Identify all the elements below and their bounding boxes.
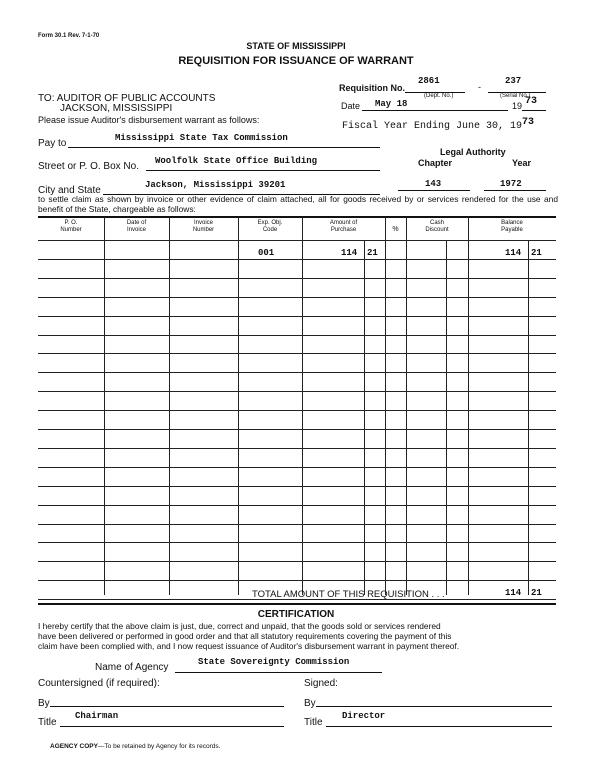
countersigned-label: Countersigned (if required):	[38, 678, 160, 689]
row1-amount-dollars: 114	[341, 248, 358, 258]
certification-line-2: have been delivered or performed in good order and that all statutory requirements covering the payment of this	[38, 631, 452, 641]
table-row-line	[38, 580, 556, 581]
agency-label: Name of Agency	[95, 662, 169, 673]
left-title-value: Chairman	[75, 711, 119, 721]
city-label: City and State	[38, 185, 101, 196]
chapter-label: Chapter	[418, 158, 453, 168]
header-po-number: P. O. Number	[60, 220, 82, 233]
left-title-label: Title	[38, 717, 57, 728]
instruction-text: Please issue Auditor's disbursement warrant as follows:	[38, 115, 260, 125]
agency-value: State Sovereignty Commission	[198, 657, 350, 667]
city-value: Jackson, Mississippi 39201	[145, 180, 286, 190]
right-by-label: By	[304, 698, 316, 709]
total-label: TOTAL AMOUNT OF THIS REQUISITION . . .	[252, 589, 445, 600]
requisition-label: Requisition No.	[339, 83, 405, 93]
chapter-value: 143	[425, 179, 442, 189]
header-percent: %	[392, 226, 399, 233]
table-row-line	[38, 524, 556, 525]
row1-balance-dollars: 114	[505, 248, 522, 258]
pay-to-label: Pay to	[38, 138, 67, 149]
certification-line-1: I hereby certify that the above claim is just, due, correct and unpaid, that the goods sold or services rendered	[38, 621, 441, 631]
certification-line-3: claim have been complied with, and I now request issuance of Auditor's disbursement warrant in payment thereof.	[38, 641, 460, 651]
certification-heading: CERTIFICATION	[257, 609, 335, 620]
header-cash-discount: Cash Discount	[425, 220, 449, 233]
table-row-line	[38, 542, 556, 543]
pay-to-value: Mississippi State Tax Commission	[115, 133, 288, 143]
table-row-line	[38, 467, 556, 468]
left-by-label: By	[38, 698, 50, 709]
requisition-dash: -	[478, 82, 481, 92]
agency-copy-text: —To be retained by Agency for its records.	[97, 743, 221, 750]
total-dollars: 114	[505, 588, 522, 598]
form-number: Form 30.1 Rev. 7-1-70	[38, 33, 100, 39]
to-line-2: JACKSON, MISSISSIPPI	[60, 103, 173, 114]
table-row-line	[38, 353, 556, 354]
table-row-line	[38, 561, 556, 562]
header-exp-obj-code: Exp. Obj. Code	[257, 220, 283, 233]
to-line-1: TO: AUDITOR OF PUBLIC ACCOUNTS	[38, 93, 216, 104]
year-value: 1972	[500, 179, 522, 189]
row1-amount-cents: 21	[367, 248, 378, 258]
dept-number: 2861	[418, 76, 440, 86]
table-row-line	[38, 278, 556, 279]
year-label: Year	[512, 158, 532, 168]
table-row-line	[38, 391, 556, 392]
date-year-suffix: 73	[525, 96, 538, 107]
signed-label: Signed:	[304, 678, 338, 689]
legal-authority-title: Legal Authority	[440, 147, 506, 157]
street-label: Street or P. O. Box No.	[38, 161, 139, 172]
dept-no-caption: (Dept. No.)	[424, 93, 454, 99]
table-row-line	[38, 316, 556, 317]
table-row-line	[38, 448, 556, 449]
fiscal-year-label: Fiscal Year Ending June 30, 19	[342, 121, 523, 132]
table-row-line	[38, 297, 556, 298]
right-title-label: Title	[304, 717, 323, 728]
row1-exp-code: 001	[258, 248, 275, 258]
table-row-line	[38, 335, 556, 336]
date-year-prefix: 19	[512, 101, 523, 111]
header-invoice-number: Invoice Number	[192, 220, 215, 233]
serial-number: 237	[505, 76, 522, 86]
row1-balance-cents: 21	[531, 248, 542, 258]
table-row-line	[38, 372, 556, 373]
table-row-line	[38, 486, 556, 487]
fiscal-year-value: 73	[522, 117, 535, 128]
header-balance-payable: Balance Payable	[501, 220, 523, 233]
form-title: REQUISITION FOR ISSUANCE OF WARRANT	[178, 55, 414, 67]
footer-note	[50, 743, 220, 750]
header-amount-of-purchase: Amount of Purchase	[329, 220, 358, 233]
right-title-value: Director	[342, 711, 386, 721]
street-value: Woolfolk State Office Building	[155, 156, 318, 166]
date-label: Date	[341, 101, 361, 111]
state-heading: STATE OF MISSISSIPPI	[246, 41, 346, 51]
date-value: May 18	[375, 99, 408, 109]
table-row-line	[38, 429, 556, 430]
settle-claim-text: to settle claim as shown by invoice or other evidence of claim attached, all for goods received by or services rendered for the use and benefit of the State, chargeable as follows:	[38, 194, 558, 214]
agency-copy-label: AGENCY COPY	[50, 743, 98, 750]
table-row-line	[38, 259, 556, 260]
serial-no-caption: (Serial No.)	[500, 93, 531, 99]
total-cents: 21	[531, 588, 542, 598]
table-row-line	[38, 505, 556, 506]
table-row-line	[38, 410, 556, 411]
header-date-of-invoice: Date of Invoice	[126, 220, 147, 233]
